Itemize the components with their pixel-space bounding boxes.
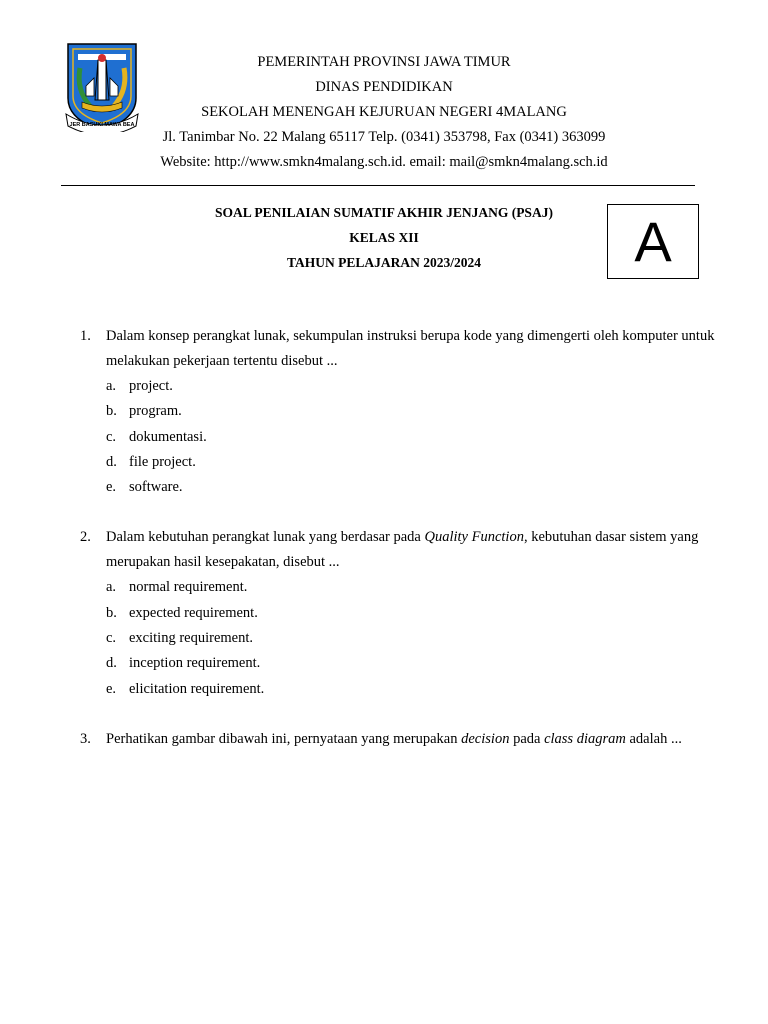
- department-name: DINAS PENDIDIKAN: [315, 79, 453, 95]
- question-1: [80, 324, 720, 500]
- logo-motto-text: JER BASUKI MAWA BEA: [69, 122, 135, 128]
- option-letter: e.: [106, 479, 117, 496]
- option-d: [106, 450, 720, 475]
- question-text-italic: class diagram: [544, 730, 626, 747]
- exam-package-letter: A: [634, 209, 672, 273]
- school-address: Jl. Tanimbar No. 22 Malang 65117 Telp. (0341) 353798, Fax (0341) 363099: [162, 129, 606, 145]
- option-letter: b.: [106, 403, 117, 420]
- option-text: dokumentasi.: [129, 428, 207, 445]
- question-list: [80, 324, 720, 777]
- option-text: elicitation requirement.: [129, 680, 265, 697]
- exam-package-box: [607, 204, 699, 279]
- option-b: [106, 399, 720, 424]
- exam-year: TAHUN PELAJARAN 2023/2024: [286, 255, 481, 270]
- exam-title: SOAL PENILAIAN SUMATIF AKHIR JENJANG (PSAJ): [215, 205, 553, 220]
- option-text: inception requirement.: [129, 655, 261, 672]
- option-letter: d.: [106, 655, 117, 672]
- question-text-part: Dalam kebutuhan perangkat lunak yang berdasar pada: [106, 529, 425, 546]
- question-text: [106, 727, 720, 752]
- option-text: software.: [129, 479, 183, 496]
- option-a: [106, 575, 720, 600]
- option-e: [106, 475, 720, 500]
- question-text-part: pada: [509, 730, 545, 747]
- letterhead-divider: [61, 185, 695, 186]
- option-d: [106, 651, 720, 676]
- option-text: normal requirement.: [129, 579, 248, 596]
- question-text-italic: Quality Function: [424, 529, 524, 546]
- letterhead: [100, 50, 668, 175]
- question-3: [80, 727, 720, 752]
- question-text-part: adalah ...: [625, 730, 682, 747]
- option-letter: a.: [106, 579, 117, 596]
- question-number: 2.: [80, 529, 91, 546]
- option-letter: a.: [106, 378, 117, 394]
- option-e: [106, 677, 720, 702]
- option-b: [106, 601, 720, 626]
- option-letter: c.: [106, 428, 117, 445]
- option-text: program.: [129, 403, 182, 420]
- option-text: expected requirement.: [129, 604, 258, 621]
- question-text-part: Perhatikan gambar dibawah ini, pernyataan yang merupakan: [106, 730, 462, 747]
- exam-title-block: [150, 200, 618, 275]
- question-text: Dalam konsep perangkat lunak, sekumpulan instruksi berupa kode yang dimengerti oleh komputer untuk melakukan pekerjaan tertentu disebut ...: [106, 328, 715, 369]
- government-name: PEMERINTAH PROVINSI JAWA TIMUR: [257, 54, 511, 70]
- school-name: SEKOLAH MENENGAH KEJURUAN NEGERI 4MALANG: [201, 104, 567, 120]
- question-text: [106, 525, 720, 575]
- option-letter: d.: [106, 453, 117, 470]
- option-c: [106, 626, 720, 651]
- question-text-italic: decision: [461, 730, 510, 747]
- option-a: [106, 374, 720, 399]
- question-text-part: , kebutuhan dasar sistem yang merupakan hasil kesepakatan, disebut ...: [106, 529, 699, 571]
- question-number: 3.: [80, 730, 91, 747]
- question-2: [80, 525, 720, 701]
- exam-class: KELAS XII: [349, 230, 419, 245]
- option-letter: e.: [106, 680, 117, 697]
- question-number: 1.: [80, 328, 91, 344]
- option-c: [106, 425, 720, 450]
- option-text: file project.: [129, 453, 196, 470]
- option-letter: b.: [106, 604, 117, 621]
- option-text: exciting requirement.: [129, 630, 254, 647]
- option-text: project.: [129, 378, 173, 394]
- option-letter: c.: [106, 630, 117, 647]
- school-contact: Website: http://www.smkn4malang.sch.id. email: mail@smkn4malang.sch.id: [160, 154, 608, 170]
